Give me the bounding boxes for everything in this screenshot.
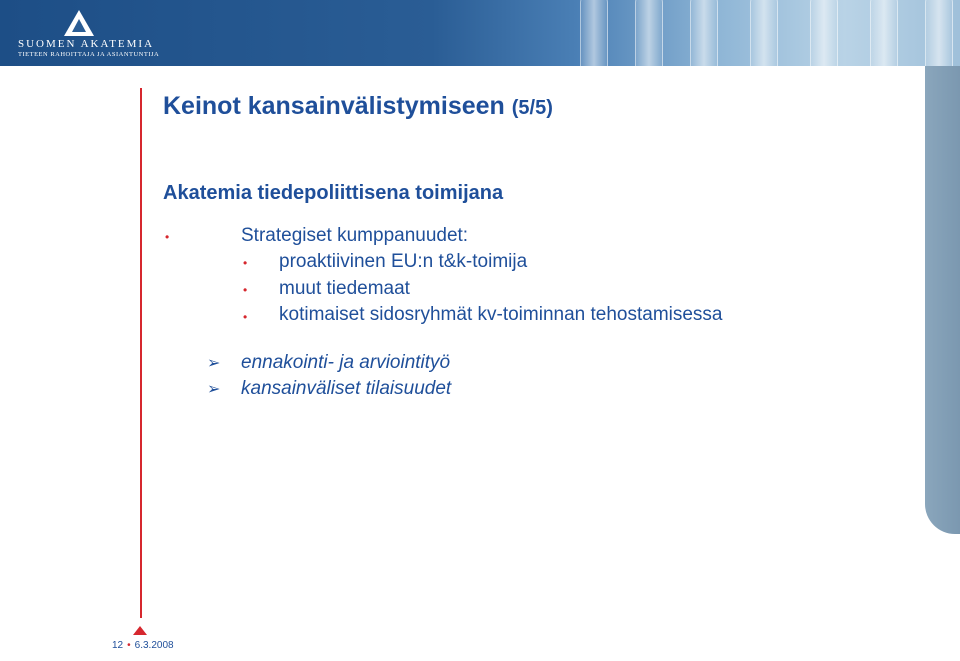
header-band [0,0,960,66]
bullet-dot: • [165,230,170,244]
left-red-rule [140,88,142,618]
bullet-level2-item: proaktiivinen EU:n t&k-toimija [279,251,528,272]
bullet-level1: Strategiset kumppanuudet: [241,225,469,246]
arrow-item: kansainväliset tilaisuudet [241,378,452,399]
page-number: 12 [112,640,124,651]
logo-tagline: TIETEEN RAHOITTAJA JA ASIANTUNTIJA [18,51,160,58]
arrow-bullet-icon: ➢ [207,381,221,398]
bullet-dot: • [243,310,248,324]
bullet-level2-item: muut tiedemaat [279,278,410,299]
right-side-bar [925,66,960,534]
slide-title [163,92,553,121]
logo-name: SUOMEN AKATEMIA [18,38,155,50]
bullet-dot: • [243,283,248,297]
slide-title-counter: (5/5) [511,97,553,119]
slide-subtitle: Akatemia tiedepoliittisena toimijana [163,182,504,204]
suomen-akatemia-logo [14,10,160,58]
arrow-bullet-icon: ➢ [207,355,221,372]
bullet-dot: • [243,256,248,270]
bullet-level2-item: kotimaiset sidosryhmät kv-toiminnan tehostamisessa [279,304,723,325]
footer-dot: • [127,640,131,651]
footer-date: 6.3.2008 [134,640,174,651]
logo-triangle-icon [64,10,94,36]
arrow-item: ennakointi- ja arviointityö [241,352,451,373]
footer-triangle-icon [133,626,147,635]
slide-footer [112,640,174,651]
header-photo-test-tubes [540,0,960,66]
slide-title-text: Keinot kansainvälistymiseen [163,92,505,120]
